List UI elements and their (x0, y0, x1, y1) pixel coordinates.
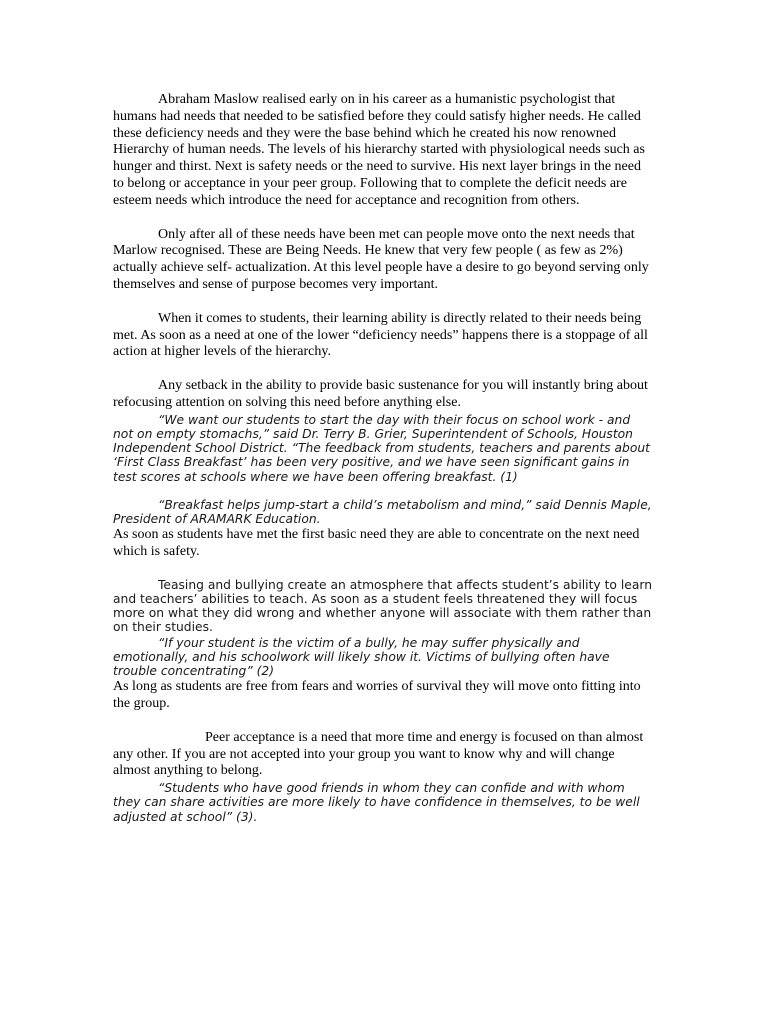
paragraph-fitting-group: As long as students are free from fears and worries of survival they will move onto fitting into the group. (113, 679, 641, 711)
paragraph-safety-need: As soon as students have met the first basic need they are able to concentrate on the next need which is safety. (113, 527, 640, 559)
paragraph-basic-sustenance: Any setback in the ability to provide basic sustenance for you will instantly bring about refocusing attention on solving this need before anything else. (113, 378, 648, 410)
quote-grier-breakfast: “We want our students to start the day with their focus on school work - and not on empty stomachs,” said Dr. Terry B. Grier, Superintendent of Schools, Houston Independent School District. “The feedback from students, teachers and parents about ‘First Class Breakfast’ has been very positive, and we have seen significant gains in test scores at schools where we have been offering breakfast. (1) (113, 412, 650, 484)
document-body (113, 92, 653, 824)
paragraph-being-needs: Only after all of these needs have been met can people move onto the next needs that Marlow recognised. These are Being Needs. He knew that very few people ( as few as 2%) actually achieve self- actualization. At this level people have a desire to go beyond serving only themselves and sense of purpose becomes very important. (113, 226, 649, 292)
quote-bullying: “If your student is the victim of a bully, he may suffer physically and emotionally, and his schoolwork will likely show it. Victims of bullying often have trouble concentrating” (2) (113, 635, 610, 678)
quote-good-friends: “Students who have good friends in whom they can confide and with whom they can share activities are more likely to have confidence in themselves, to be well adjusted at school” (3). (113, 781, 640, 824)
paragraph-maslow-intro: Abraham Maslow realised early on in his career as a humanistic psychologist that humans had needs that needed to be satisfied before they could satisfy higher needs. He called these deficiency needs and they were the base behind which he created his now renowned Hierarchy of human needs. The levels of his hierarchy started with physiological needs such as hunger and thirst. Next is safety needs or the need to survive. His next layer brings in the need to belong or acceptance in your peer group. Following that to complete the deficit needs are esteem needs which introduce the need for acceptance and recognition from others. (113, 92, 645, 208)
paragraph-peer-acceptance: Peer acceptance is a need that more time and energy is focused on than almost any other. If you are not accepted into your group you want to know why and will change almost anything to belong. (113, 729, 644, 779)
paragraph-teasing-bullying: Teasing and bullying create an atmosphere that affects student’s ability to learn and teachers’ abilities to teach. As soon as a student feels threatened they will focus more on what they did wrong and whether anyone will associate with them rather than on their studies. (113, 577, 652, 635)
paragraph-students-learning: When it comes to students, their learning ability is directly related to their needs being met. As soon as a need at one of the lower “deficiency needs” happens there is a stoppage of all action at higher levels of the hierarchy. (113, 310, 648, 360)
quote-maple-breakfast: “Breakfast helps jump-start a child’s metabolism and mind,” said Dennis Maple, President of ARAMARK Education. (113, 497, 652, 526)
